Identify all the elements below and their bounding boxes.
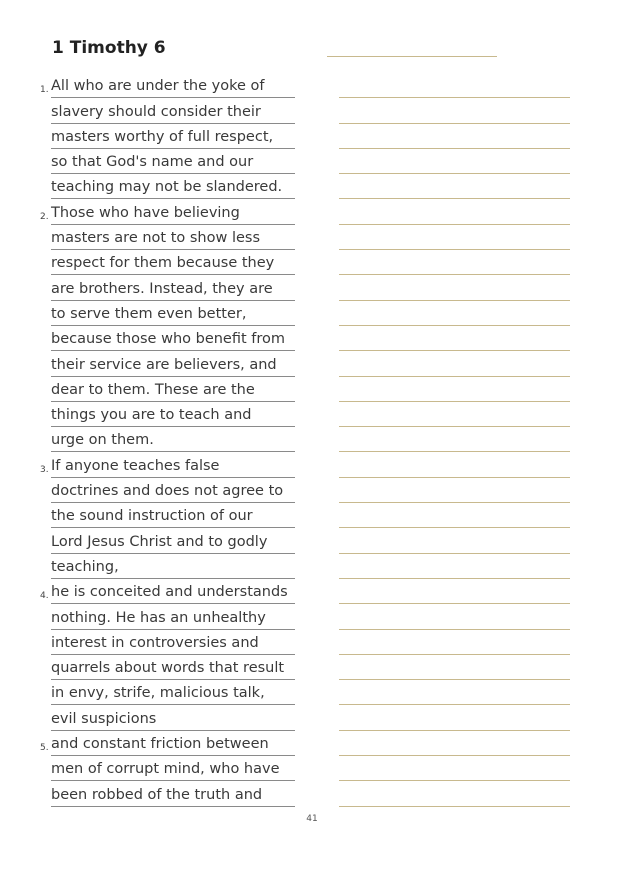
- verse-line: [0, 200, 624, 225]
- verse-line: [0, 73, 624, 98]
- verse-line: [0, 225, 624, 250]
- verse-text: quarrels about words that result: [51, 656, 295, 680]
- verse-line: [0, 731, 624, 756]
- verse-line: [0, 503, 624, 528]
- verse-text: nothing. He has an unhealthy: [51, 606, 295, 630]
- verse-text: slavery should consider their: [51, 100, 295, 124]
- verse-text: masters worthy of full respect,: [51, 125, 295, 149]
- verse-text: because those who benefit from: [51, 327, 295, 351]
- verse-line: [0, 554, 624, 579]
- verse-text: been robbed of the truth and: [51, 783, 295, 807]
- verse-number: 2.: [40, 211, 49, 222]
- verse-line: [0, 174, 624, 199]
- verse-line: [0, 655, 624, 680]
- verse-line: [0, 124, 624, 149]
- verse-text: dear to them. These are the: [51, 378, 295, 402]
- verse-text: If anyone teaches false: [51, 454, 295, 478]
- verse-text: interest in controversies and: [51, 631, 295, 655]
- verse-line: [0, 250, 624, 275]
- verse-text: their service are believers, and: [51, 353, 295, 377]
- verse-text: he is conceited and understands: [51, 580, 295, 604]
- verse-text: men of corrupt mind, who have: [51, 757, 295, 781]
- verse-number: 4.: [40, 591, 49, 602]
- copy-writing-line: [339, 806, 570, 807]
- verse-text: to serve them even better,: [51, 302, 295, 326]
- title-writing-line: [327, 56, 497, 57]
- page-title: 1 Timothy 6: [52, 38, 166, 58]
- verse-line: [0, 149, 624, 174]
- verse-number: 5.: [40, 743, 49, 754]
- verse-text: urge on them.: [51, 428, 295, 452]
- page-number: 41: [306, 814, 318, 824]
- verse-text: in envy, strife, malicious talk,: [51, 681, 295, 705]
- verse-number: 3.: [40, 464, 49, 475]
- verse-text: doctrines and does not agree to: [51, 479, 295, 503]
- verse-line: [0, 706, 624, 731]
- verse-text: Lord Jesus Christ and to godly: [51, 530, 295, 554]
- verse-line: [0, 756, 624, 781]
- verse-text: masters are not to show less: [51, 226, 295, 250]
- verse-line: [0, 351, 624, 376]
- verse-text: teaching may not be slandered.: [51, 175, 295, 199]
- verse-line: [0, 528, 624, 553]
- verse-line: [0, 301, 624, 326]
- verse-text: Those who have believing: [51, 201, 295, 225]
- verse-line: [0, 427, 624, 452]
- verse-text: evil suspicions: [51, 707, 295, 731]
- verse-line: [0, 453, 624, 478]
- verse-line: [0, 604, 624, 629]
- verse-line: [0, 275, 624, 300]
- verse-text: respect for them because they: [51, 251, 295, 275]
- verse-text: teaching,: [51, 555, 295, 579]
- verse-text: so that God's name and our: [51, 150, 295, 174]
- verse-line: [0, 781, 624, 806]
- verse-text: things you are to teach and: [51, 403, 295, 427]
- verse-line: [0, 326, 624, 351]
- verse-text: are brothers. Instead, they are: [51, 277, 295, 301]
- verse-text: the sound instruction of our: [51, 504, 295, 528]
- verse-line: [0, 630, 624, 655]
- verse-line: [0, 478, 624, 503]
- verse-line: [0, 579, 624, 604]
- verse-line: [0, 402, 624, 427]
- verse-number: 1.: [40, 85, 49, 96]
- verse-text: and constant friction between: [51, 732, 295, 756]
- verse-line: [0, 377, 624, 402]
- verse-text: All who are under the yoke of: [51, 74, 295, 98]
- verse-line: [0, 98, 624, 123]
- verse-line: [0, 680, 624, 705]
